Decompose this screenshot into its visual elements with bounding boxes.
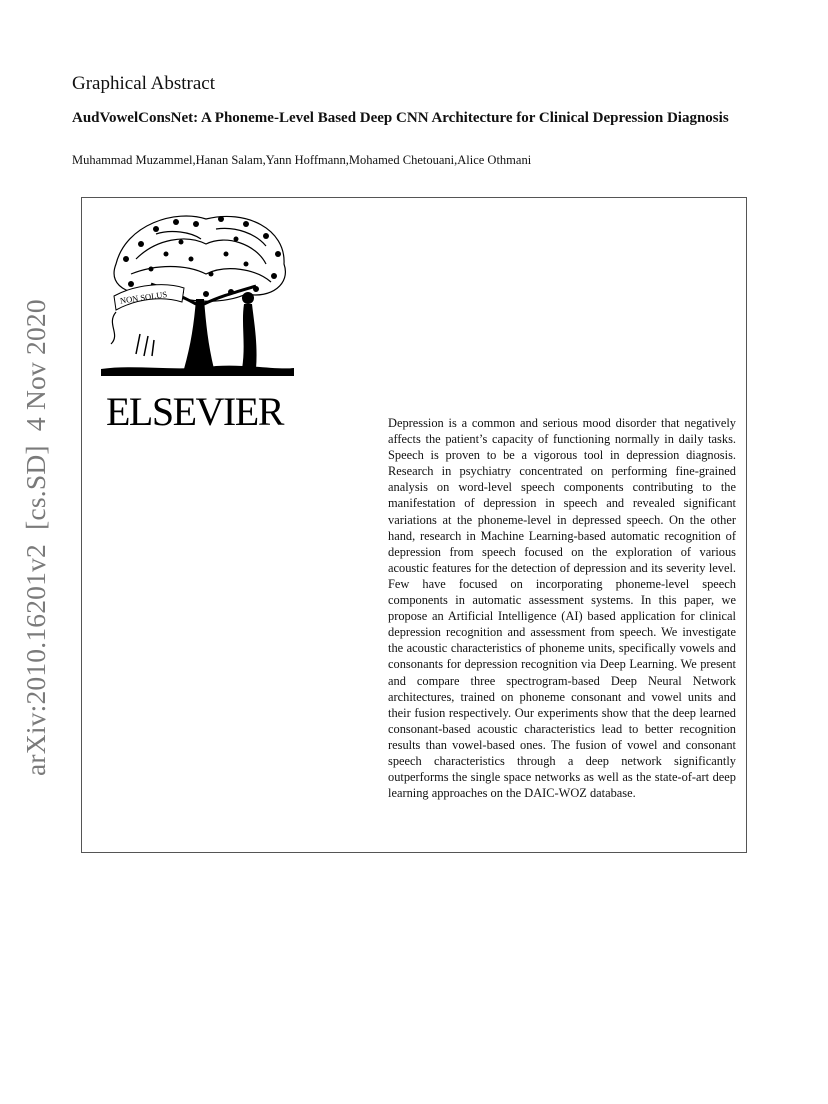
abstract-text: Depression is a common and serious mood disorder that negatively affects the patient’s capacity of functioning normally in daily tasks. Speech is proven to be a vigorous tool in depression diagnosis. Research in psychiatry concentrated on performing fine-grained analysis on word-level speech components contributing to the manifestation of depression in speech and revealed significant variations at the phoneme-level in depressed speech. On the other hand, research in Machine Learning-based automatic recognition of depression from speech focused on the exploration of various acoustic features for the detection of depression and its severity level. Few have focused on incorporating phoneme-level speech components in automatic assessment systems. In this paper, we propose an Artificial Intelligence (AI) based application for clinical depression recognition and assessment from speech. We investigate the acoustic characteristics of phoneme units, specifically vowels and consonants for depression recognition via Deep Learning. We present and compare three spectrogram-based Deep Neural Network architectures, trained on phoneme consonant and vowel units and their fusion respectively. Our experiments show that the deep learned consonant-based acoustic characteristics lead to better recognition results than vowel-based ones. The fusion of vowel and consonant speech characteristics through a deep network significantly outperforms the single space networks as well as the state-of-art deep learning approaches on the DAIC-WOZ database. [388, 416, 736, 801]
logo-banner-text: NON SOLUS [119, 289, 168, 306]
graphical-abstract-box [81, 197, 747, 853]
elsevier-tree-logo [96, 204, 296, 384]
paper-title: AudVowelConsNet: A Phoneme-Level Based Deep CNN Architecture for Clinical Depression Diagnosis [72, 110, 729, 126]
arxiv-identifier: arXiv:2010.16201v2 [cs.SD] 4 Nov 2020 [20, 299, 51, 776]
elsevier-wordmark: ELSEVIER [106, 389, 283, 434]
section-title: Graphical Abstract [72, 73, 215, 94]
author-list: Muhammad Muzammel,Hanan Salam,Yann Hoffmann,Mohamed Chetouani,Alice Othmani [72, 153, 532, 167]
